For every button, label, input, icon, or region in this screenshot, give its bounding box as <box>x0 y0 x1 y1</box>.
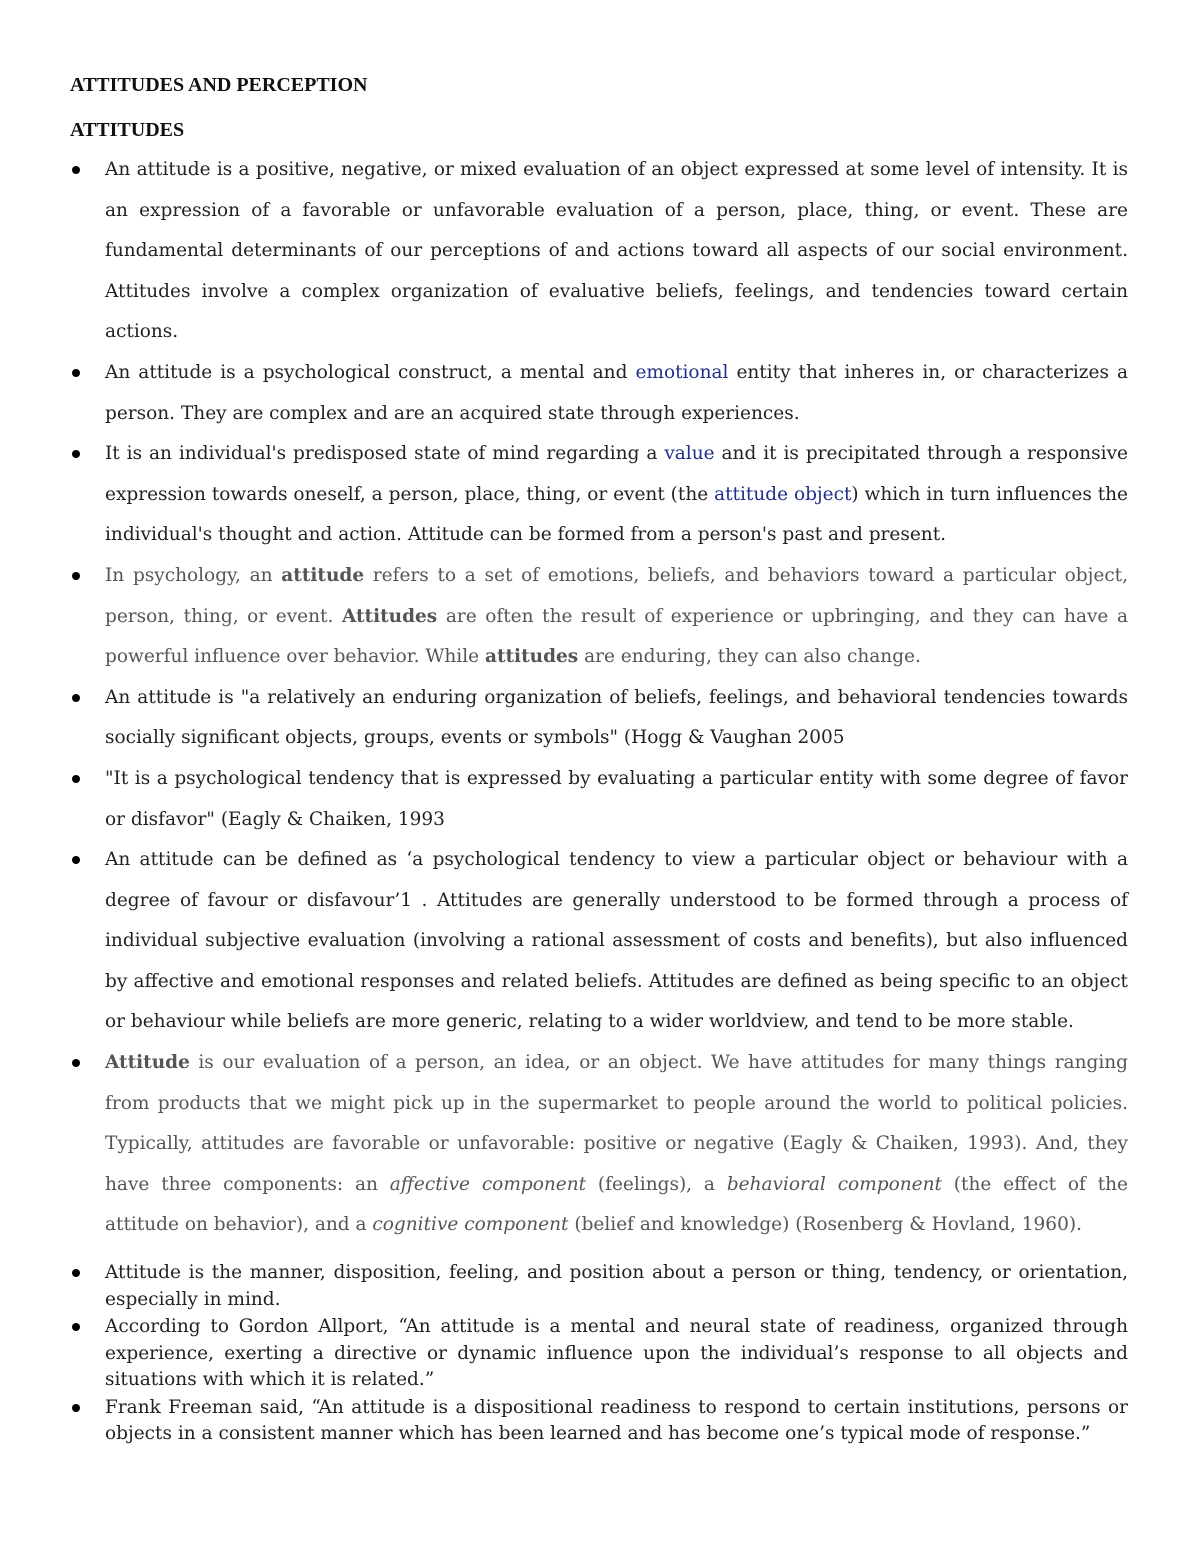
list-item: It is an individual's predisposed state of mind regarding a value and it is precipitated through a responsive expression towards oneself, a person, place, thing, or event (the attitude object) which in turn influences the individual's thought and action. Attitude can be formed from a person's past and present. <box>70 434 1128 556</box>
list-item: Attitude is our evaluation of a person, an idea, or an object. We have attitudes for many things ranging from products that we might pick up in the supermarket to people around the world to political policies. Typically, attitudes are favorable or unfavorable: positive or negative (Eagly & Chaiken, 1993). And, they have three components: an affective component (feelings), a behavioral component (the effect of the attitude on behavior), and a cognitive component (belief and knowledge) (Rosenberg & Hovland, 1960). <box>70 1043 1128 1246</box>
list-item: According to Gordon Allport, “An attitude is a mental and neural state of readiness, organized through experience, exerting a directive or dynamic influence upon the individual’s response to all objects and situations with which it is related.” <box>70 1314 1128 1394</box>
section-heading: ATTITUDES <box>70 119 185 141</box>
link-value[interactable]: value <box>664 443 715 465</box>
list-item: An attitude is a positive, negative, or mixed evaluation of an object expressed at some level of intensity. It is an expression of a favorable or unfavorable evaluation of a person, place, thing, or event. These are fundamental determinants of our perceptions of and actions toward all aspects of our social environment. Attitudes involve a complex organization of evaluative beliefs, feelings, and tendencies toward certain actions. <box>70 150 1128 353</box>
list-item: In psychology, an attitude refers to a set of emotions, beliefs, and behaviors toward a particular object, person, thing, or event. Attitudes are often the result of experience or upbringing, and they can have a powerful influence over behavior. While attitudes are enduring, they can also change. <box>70 556 1128 678</box>
list-item: An attitude can be defined as ‘a psychological tendency to view a particular object or behaviour with a degree of favour or disfavour’1 . Attitudes are generally understood to be formed through a process of individual subjective evaluation (involving a rational assessment of costs and benefits), but also influenced by affective and emotional responses and related beliefs. Attitudes are defined as being specific to an object or behaviour while beliefs are more generic, relating to a wider worldview, and tend to be more stable. <box>70 840 1128 1043</box>
list-item: An attitude is "a relatively an enduring organization of beliefs, feelings, and behavioral tendencies towards socially significant objects, groups, events or symbols" (Hogg & Vaughan 2005 <box>70 678 1128 759</box>
list-item: "It is a psychological tendency that is expressed by evaluating a particular entity with some degree of favor or disfavor" (Eagly & Chaiken, 1993 <box>70 759 1128 840</box>
document-page <box>70 66 1128 1448</box>
attitude-definitions-list <box>70 150 1128 1448</box>
list-item: An attitude is a psychological construct, a mental and emotional entity that inheres in, or characterizes a person. They are complex and are an acquired state through experiences. <box>70 353 1128 434</box>
link-emotional[interactable]: emotional <box>635 361 729 383</box>
document-title: ATTITUDES AND PERCEPTION <box>70 74 368 96</box>
link-attitude-object[interactable]: attitude object <box>714 483 852 505</box>
list-item: Attitude is the manner, disposition, feeling, and position about a person or thing, tendency, or orientation, especially in mind. <box>70 1260 1128 1313</box>
list-item: Frank Freeman said, “An attitude is a dispositional readiness to respond to certain institutions, persons or objects in a consistent manner which has been learned and has become one’s typical mode of response.” <box>70 1395 1128 1448</box>
